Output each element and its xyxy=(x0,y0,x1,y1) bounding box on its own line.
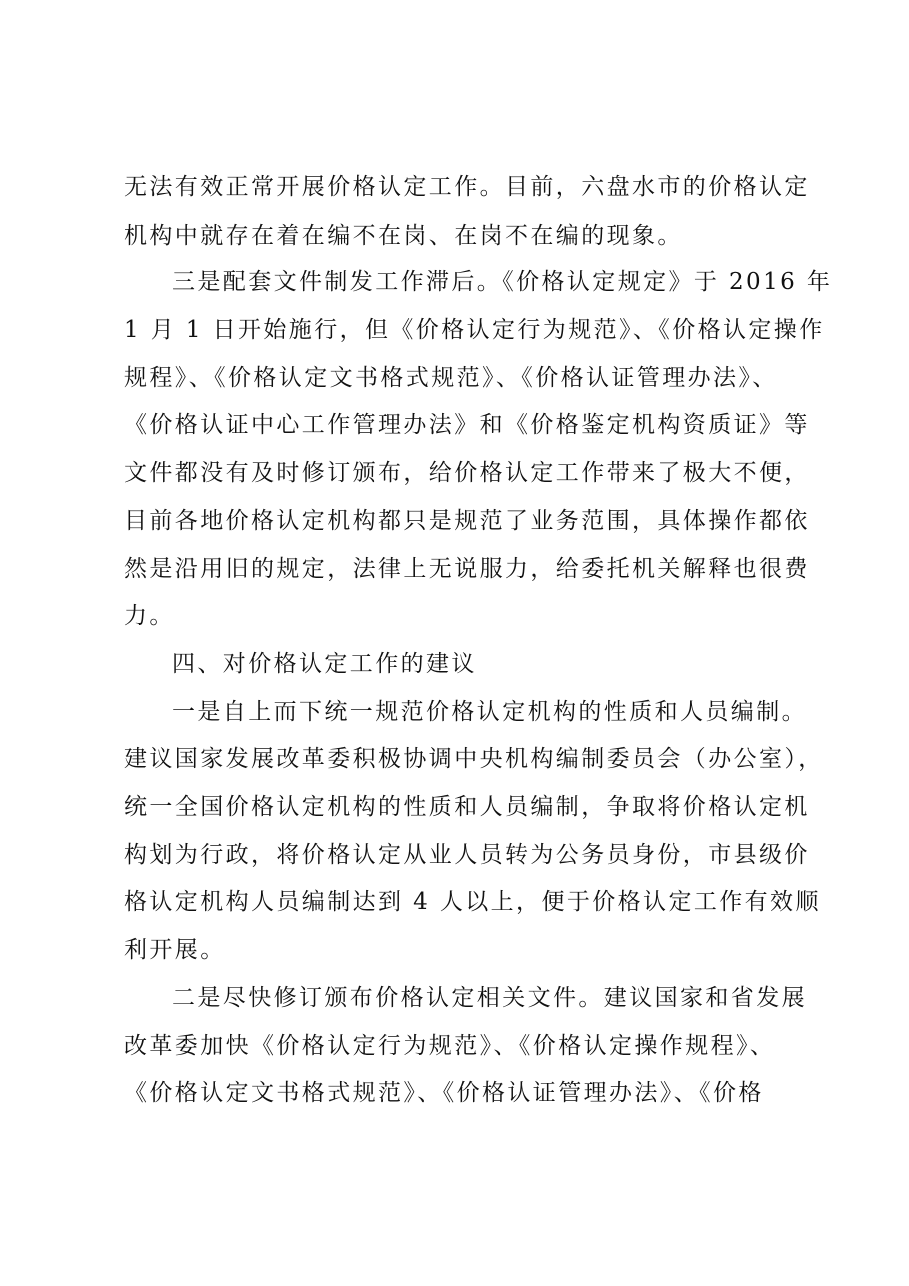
text-line-15: 构划为行政，将价格认定从业人员转为公务员身份，市县级价 xyxy=(124,842,810,868)
text-line-10: 力。 xyxy=(124,603,175,629)
text-line-19: 改革委加快《价格认定行为规范》、《价格认定操作规程》、 xyxy=(124,1033,776,1059)
text-line-20: 《价格认定文书格式规范》、《价格认证管理办法》、《价格 xyxy=(124,1080,764,1106)
text-line-13: 建议国家发展改革委积极协调中央机构编制委员会（办公室）， xyxy=(124,746,824,772)
text-line-9: 然是沿用旧的规定，法律上无说服力，给委托机关解释也很费 xyxy=(124,556,810,582)
text-line-1: 无法有效正常开展价格认定工作。目前，六盘水市的价格认定 xyxy=(124,174,810,200)
section-heading: 四、对价格认定工作的建议 xyxy=(172,651,477,677)
text-line-5: 规程》、《价格认定文书格式规范》、《价格认证管理办法》、 xyxy=(124,365,778,391)
text-line-18: 二是尽快修订颁布价格认定相关文件。建议国家和省发展 xyxy=(172,985,807,1011)
text-line-4: 1 月 1 日开始施行，但《价格认定行为规范》、《价格认定操作 xyxy=(124,317,825,343)
text-line-14: 统一全国价格认定机构的性质和人员编制，争取将价格认定机 xyxy=(124,794,810,820)
text-line-16: 格认定机构人员编制达到 4 人以上，便于价格认定工作有效顺 xyxy=(124,889,821,915)
text-line-17: 利开展。 xyxy=(124,937,226,963)
text-line-8: 目前各地价格认定机构都只是规范了业务范围，具体操作都依 xyxy=(124,508,810,534)
text-line-7: 文件都没有及时修订颁布，给价格认定工作带来了极大不便， xyxy=(124,460,810,486)
text-line-12: 一是自上而下统一规范价格认定机构的性质和人员编制。 xyxy=(172,699,807,725)
text-line-2: 机构中就存在着在编不在岗、在岗不在编的现象。 xyxy=(124,223,683,249)
text-line-3: 三是配套文件制发工作滞后。《价格认定规定》于 2016 年 xyxy=(172,269,833,295)
text-line-6: 《价格认证中心工作管理办法》和《价格鉴定机构资质证》等 xyxy=(124,412,810,438)
